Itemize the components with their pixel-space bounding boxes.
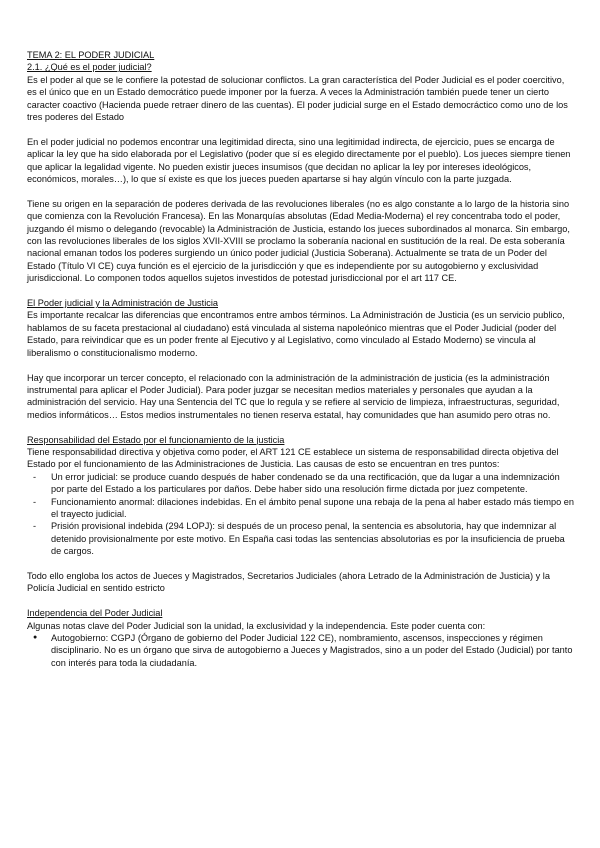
dash-marker: - — [33, 521, 37, 532]
section-heading-2-1: 2.1. ¿Qué es el poder judicial? — [27, 62, 152, 73]
document-body — [27, 49, 574, 669]
section-heading-responsabilidad: Responsabilidad del Estado por el funcionamiento de la justicia — [27, 434, 285, 445]
section-heading-administracion: El Poder judicial y la Administración de Justicia — [27, 298, 218, 309]
list-item — [27, 520, 574, 557]
paragraph-4: Es importante recalcar las diferencias que encontramos entre ambos términos. La Administración de Justicia (es un servicio publico, hablamos de su faceta prestacional al ciudadano) está vinculada al sistema napoleónico mientras que el Poder Judicial (poder del Estado, para reivindicar que es un poder frente al Ejecutivo y al Legislativo, como vinculado al Estado Moderno) se vincula al liberalismo o constitucionalismo moderno. — [27, 310, 565, 358]
paragraph-6: Tiene responsabilidad directiva y objetiva como poder, el ART 121 CE establece un sistema de responsabilidad directa objetiva del Estado por el funcionamiento de las Administraciones de Justicia. Las causas de esto se encuentran en tres puntos: — [27, 446, 559, 470]
list-item-text: Prisión provisional indebida (294 LOPJ): si después de un proceso penal, la sentencia es absolutoria, hay que indemnizar al detenido provisionalmente por este motivo. En España casi todas las sentencias absolutorias es por la insuficiencia de prueba de cargos. — [51, 521, 565, 557]
list-item-text: Autogobierno: CGPJ (Órgano de gobierno del Poder Judicial 122 CE), nombramiento, ascensos, inspecciones y régimen disciplinario. No es un órgano que sirva de autogobierno a Jueces y Magistrados, sino a un poder del Estado (Judicial) por tanto con interés para toda la ciudadanía. — [51, 632, 573, 668]
section-heading-independencia: Independencia del Poder Judicial — [27, 608, 163, 619]
paragraph-1: Es el poder al que se le confiere la potestad de solucionar conflictos. La gran característica del Poder Judicial es el poder coercitivo, es el único que en un Estado democrático puede imponer por la fuerza. A veces la Administración también puede tener un cierto caracter coactivo (Hacienda puede retraer dinero de las cuentas). El poder judicial surge en el Estado democráctico como uno de los tres poderes del Estado — [27, 74, 568, 123]
list-item-text: Un error judicial: se produce cuando después de haber condenado se da una rectificación, que da lugar a una indemnización por parte del Estado a los particulares por daños. Debe haber sido una resolución firme dictada por juez competente. — [51, 471, 560, 495]
list-item — [27, 632, 574, 669]
list-item — [27, 471, 574, 496]
paragraph-3: Tiene su origen en la separación de poderes derivada de las revoluciones liberales (no es algo constante a lo largo de la historia sino que comienza con la Revolución Francesa). En las Monarquías absolutas (Edad Media-Moderna) el rey concentraba todo el poder, juzgando él mismo o delegando (revocable) la Administración de Justicia, estando los jueces subordinados al monarca. Sin embargo, con las revoluciones liberales de los siglos XVII-XVIII se proclamo la soberanía nacional en sustitución de la real. De esta soberanía nacional emanan todos los poderes surgiendo un único poder judicial (Justicia Soberana). Actualmente se trata de un Poder del Estado (Título VI CE) cuya función es el ejercicio de la jurisdicción y que es independiente por su autogobierno y exclusividad jurisdiccional. Lo componen todos aquellos sujetos investidos de potestad jurisdiccional por el art 117 CE. — [27, 198, 570, 284]
list-item — [27, 496, 574, 521]
dash-marker: - — [33, 471, 37, 482]
paragraph-2: En el poder judicial no podemos encontrar una legitimidad directa, sino una legitimidad indirecta, de ejercicio, pues se encarga de aplicar la ley que ha sido elaborada por el Legislativo (poder que sí es elegido directamente por el pueblo). Los jueces siempre tienen que aplicar la legalidad vigente. No pueden existir jueces insumisos (que decidan no aplicar la ley por intereses ideológicos, económicos, morales…), lo que sí existe es que los jueces pueden apartarse si hay algún vínculo con la parte juzgada. — [27, 136, 571, 185]
paragraph-5: Hay que incorporar un tercer concepto, el relacionado con la administración de la administración de justicia (es la administración instrumental para aplicar el Poder Judicial). Para poder juzgar se necesitan medios materiales y personales que ayudan a la administración del servicio. Hay una Sentencia del TC que lo regula y se refiere al servicio de limpieza, infraestructuras, seguridad, medios informáticos… Estos medios instrumentales no tienen reserva estatal, hay comunidades que han asumido pero otras no. — [27, 372, 560, 420]
paragraph-8: Algunas notas clave del Poder Judicial son la unidad, la exclusividad y la independencia. Este poder cuenta con: — [27, 620, 486, 631]
list-item-text: Funcionamiento anormal: dilaciones indebidas. En el ámbito penal supone una rebaja de la pena al haber estado más tiempo en el trayecto judicial. — [51, 496, 575, 519]
paragraph-7: Todo ello engloba los actos de Jueces y Magistrados, Secretarios Judiciales (ahora Letrado de la Administración de Justicia) y la Policía Judicial en sentido estricto — [27, 570, 550, 594]
dash-marker: - — [33, 496, 37, 507]
causes-list — [27, 471, 574, 558]
document-title: TEMA 2: EL PODER JUDICIAL — [27, 50, 155, 60]
independence-list — [27, 632, 574, 669]
bullet-marker: ● — [33, 633, 38, 641]
